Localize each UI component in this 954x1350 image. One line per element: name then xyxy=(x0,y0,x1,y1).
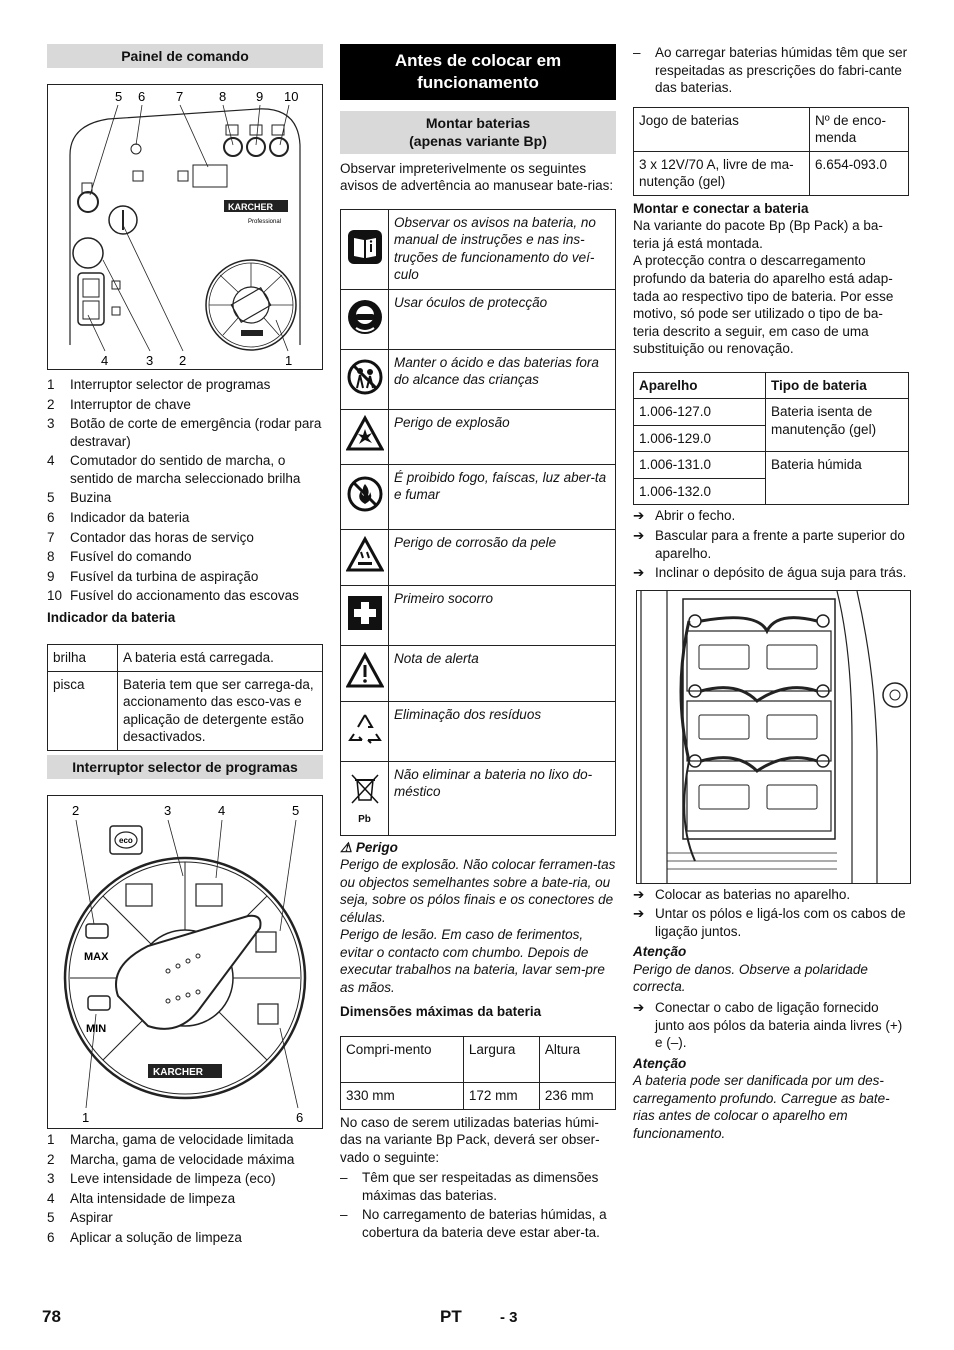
warnings-table xyxy=(340,209,616,836)
list-item: 6 Aplicar a solução de limpeza xyxy=(47,1229,242,1245)
goggles-icon xyxy=(341,289,389,349)
selector-number-6: 6 xyxy=(296,1110,304,1126)
table-cell: Largura xyxy=(463,1037,539,1083)
table-row xyxy=(634,372,909,399)
panel-number-9: 9 xyxy=(256,89,264,105)
list-item: 6 Indicador da bateria xyxy=(47,510,190,526)
steps-list-2 xyxy=(633,886,909,941)
list-item: ➔ Untar os pólos e ligá-los com os cabos de ligação juntos. xyxy=(633,906,906,939)
table-row xyxy=(341,209,616,289)
table-cell: brilha xyxy=(48,645,118,672)
main-section-title: Antes de colocar em funcionamento xyxy=(340,44,616,100)
list-item: ➔ Conectar o cabo de ligação fornecido junto aos pólos da bateria ainda livres (+) e (–). xyxy=(633,999,903,1051)
selector-number-2: 2 xyxy=(72,803,80,819)
panel-number-10: 10 xyxy=(284,89,299,105)
table-row xyxy=(341,409,616,464)
min-label: MIN xyxy=(86,1023,107,1036)
battery-indicator-table xyxy=(47,644,323,751)
arrow-icon: ➔ xyxy=(633,508,645,524)
danger-heading xyxy=(340,839,616,857)
arrow-icon: ➔ xyxy=(633,999,645,1015)
list-item: 5 Aspirar xyxy=(47,1210,113,1226)
list-item: 3 Botão de corte de emergência (rodar para destravar) xyxy=(47,416,322,449)
danger-title: Perigo xyxy=(355,839,398,855)
table-cell: pisca xyxy=(48,671,118,750)
panel-heading: Painel de comando xyxy=(47,44,323,68)
table-row xyxy=(341,529,616,585)
list-item: 9 Fusível da turbina de aspiração xyxy=(47,568,259,584)
table-cell: Compri-mento xyxy=(341,1037,464,1083)
battery-indicator-heading: Indicador da bateria xyxy=(47,609,176,625)
panel-legend-list xyxy=(47,376,323,605)
mount-batteries-title: Montar baterias xyxy=(425,115,531,132)
list-item: 4 Alta intensidade de limpeza xyxy=(47,1190,236,1206)
explosion-icon xyxy=(341,409,389,464)
table-row xyxy=(341,464,616,529)
dims-table xyxy=(340,1036,616,1110)
table-header: Aparelho xyxy=(634,372,766,399)
battery-set-table xyxy=(633,107,909,196)
panel-number-1: 1 xyxy=(285,353,293,369)
table-cell: 3 x 12V/70 A, livre de ma-nutenção (gel) xyxy=(634,151,810,195)
table-row xyxy=(634,151,909,195)
column-2 xyxy=(340,44,616,1244)
selector-heading: Interruptor selector de programas xyxy=(47,755,323,779)
alert-icon: ⚠ xyxy=(340,839,353,855)
table-cell: Nº de enco-menda xyxy=(810,107,909,151)
mount-paragraph-2: A protecção contra o descarregamento profundo da bateria do aparelho está adap-tada ao respectivo tipo de bateria. Por esse motivo, só pode ser utilizado o tipo de ba-teria descrito a seguir, em caso de uma substituição ou renovação. xyxy=(633,253,894,357)
list-item: 2 Interruptor de chave xyxy=(47,396,191,412)
list-item: 10 Fusível do accionamento das escovas xyxy=(47,588,299,604)
mount-batteries-subtitle: (apenas variante Bp) xyxy=(409,133,547,150)
page-sub-number: - 3 xyxy=(500,1309,518,1326)
list-item: 4 Comutador do sentido de marcha, o sentido de marcha seleccionado brilha xyxy=(47,453,301,486)
children-icon xyxy=(341,349,389,409)
arrow-icon: ➔ xyxy=(633,886,645,902)
table-cell: 330 mm xyxy=(341,1083,464,1110)
list-item: – No carregamento de baterias húmidas, a cobertura da bateria deve estar aber-ta. xyxy=(340,1207,607,1240)
first-aid-icon xyxy=(341,585,389,645)
panel-number-6: 6 xyxy=(138,89,146,105)
panel-number-7: 7 xyxy=(176,89,184,105)
list-item: 8 Fusível do comando xyxy=(47,549,192,565)
battery-installation-drawing xyxy=(637,591,910,883)
warning-text: Perigo de explosão xyxy=(389,409,616,464)
arrow-icon: ➔ xyxy=(633,528,645,544)
selector-number-4: 4 xyxy=(218,803,226,819)
list-item: 5 Buzina xyxy=(47,490,112,506)
warning-text: Usar óculos de protecção xyxy=(389,289,616,349)
selector-number-3: 3 xyxy=(164,803,172,819)
panel-number-4: 4 xyxy=(101,353,109,369)
table-row xyxy=(341,349,616,409)
table-cell: 1.006-131.0 xyxy=(634,452,766,479)
warning-text: Perigo de corrosão da pele xyxy=(389,529,616,585)
list-item: ➔ Abrir o fecho. xyxy=(633,508,736,524)
list-item: – Ao carregar baterias húmidas têm que ser respeitadas as prescrições do fabri-cante das baterias. xyxy=(633,45,908,96)
table-row xyxy=(341,645,616,701)
panel-number-2: 2 xyxy=(179,353,187,369)
table-cell: 1.006-129.0 xyxy=(634,425,766,452)
table-cell: 6.654-093.0 xyxy=(810,151,909,195)
table-cell: 172 mm xyxy=(463,1083,539,1110)
language-code: PT xyxy=(440,1307,462,1326)
table-cell: A bateria está carregada. xyxy=(118,645,323,672)
mount-batteries-heading xyxy=(340,111,616,153)
no-fire-icon xyxy=(341,464,389,529)
table-cell: Bateria isenta de manutenção (gel) xyxy=(766,399,909,452)
table-row xyxy=(341,289,616,349)
list-item: – Têm que ser respeitadas as dimensões máximas das baterias. xyxy=(340,1170,599,1203)
battery-type-table xyxy=(633,372,909,506)
selector-legend-list xyxy=(47,1131,323,1246)
table-cell: Bateria tem que ser carrega-da, accionamento das esco-vas e aplicação de detergente estão desactivados. xyxy=(118,671,323,750)
table-cell: 1.006-127.0 xyxy=(634,399,766,426)
dims-heading: Dimensões máximas da bateria xyxy=(340,1003,542,1019)
table-cell: 236 mm xyxy=(539,1083,615,1110)
table-row xyxy=(634,452,909,479)
list-item: 3 Leve intensidade de limpeza (eco) xyxy=(47,1171,276,1187)
charging-note-list xyxy=(633,44,909,97)
panel-brand-text: KARCHER xyxy=(228,202,273,213)
list-item: 1 Interruptor selector de programas xyxy=(47,377,271,393)
table-row xyxy=(341,761,616,835)
table-cell: Jogo de baterias xyxy=(634,107,810,151)
table-cell: Bateria húmida xyxy=(766,452,909,505)
table-cell: 1.006-132.0 xyxy=(634,478,766,505)
warning-text: Não eliminar a bateria no lixo do-méstico xyxy=(389,761,616,835)
danger-text-2: Perigo de lesão. Em caso de ferimentos, evitar o contacto com chumbo. Depois de executar trabalhos na bateria, lavar sem-pre as mãos. xyxy=(340,927,605,996)
alert-icon xyxy=(341,645,389,701)
program-selector-figure xyxy=(47,795,323,1129)
pb-label: Pb xyxy=(358,813,371,825)
warning-text: Manter o ácido e das baterias fora do alcance das crianças xyxy=(389,349,616,409)
list-item: ➔ Colocar as baterias no aparelho. xyxy=(633,886,851,902)
table-row xyxy=(48,645,323,672)
attention-text-1: Perigo de danos. Observe a polaridade correcta. xyxy=(633,961,868,995)
attention-heading-1: Atenção xyxy=(633,944,687,960)
recycle-icon xyxy=(341,701,389,761)
list-item: ➔ Inclinar o depósito de água suja para trás. xyxy=(633,565,907,581)
list-item: ➔ Bascular para a frente a parte superior do aparelho. xyxy=(633,528,905,561)
table-row xyxy=(48,671,323,750)
attention-heading-2: Atenção xyxy=(633,1055,687,1071)
panel-number-8: 8 xyxy=(219,89,227,105)
control-panel-figure xyxy=(47,84,323,370)
list-item: 7 Contador das horas de serviço xyxy=(47,529,254,545)
steps-list-1 xyxy=(633,507,909,581)
column-1 xyxy=(47,44,323,1249)
panel-number-5: 5 xyxy=(115,89,123,105)
warning-text: Observar os avisos na bateria, no manual de instruções e nas ins-truções de funcionamento do veí-culo xyxy=(389,209,616,289)
page-number: 78 xyxy=(42,1307,61,1326)
panel-number-3: 3 xyxy=(146,353,154,369)
max-label: MAX xyxy=(84,951,109,964)
wet-battery-list xyxy=(340,1169,616,1241)
mount-paragraph-1: Na variante do pacote Bp (Bp Pack) a ba-teria já está montada. xyxy=(633,218,883,251)
program-selector-drawing xyxy=(48,796,322,1128)
selector-number-5: 5 xyxy=(292,803,300,819)
steps-list-3 xyxy=(633,999,909,1052)
warning-text: Nota de alerta xyxy=(389,645,616,701)
panel-model-text: Professional xyxy=(248,219,282,226)
wet-battery-intro: No caso de serem utilizadas baterias húmi-das na variante Bp Pack, deverá ser obser-vado o seguinte: xyxy=(340,1114,600,1165)
list-item: 2 Marcha, gama de velocidade máxima xyxy=(47,1151,295,1167)
arrow-icon: ➔ xyxy=(633,565,645,581)
arrow-icon: ➔ xyxy=(633,906,645,922)
warning-text: Primeiro socorro xyxy=(389,585,616,645)
table-row xyxy=(341,1037,616,1083)
warning-text: É proibido fogo, faíscas, luz aber-ta e fumar xyxy=(389,464,616,529)
mount-connect-heading: Montar e conectar a bateria xyxy=(633,200,809,216)
selector-number-1: 1 xyxy=(82,1110,90,1126)
table-header: Tipo de bateria xyxy=(766,372,909,399)
no-trash-icon xyxy=(341,761,389,835)
table-row xyxy=(341,585,616,645)
control-panel-drawing xyxy=(48,85,322,369)
table-row xyxy=(341,1083,616,1110)
column-3 xyxy=(633,44,909,1145)
table-row xyxy=(634,399,909,426)
eco-label: eco xyxy=(119,836,133,846)
danger-text-1: Perigo de explosão. Não colocar ferramen-tas ou objectos semelhantes sobre a bate-ria, ou seja, sobre os pólos finais e os conectores de células. xyxy=(340,857,616,925)
warning-text: Eliminação dos resíduos xyxy=(389,701,616,761)
table-row xyxy=(341,701,616,761)
table-row xyxy=(634,107,909,151)
selector-brand-text: KARCHER xyxy=(153,1067,203,1079)
manual-icon xyxy=(341,209,389,289)
battery-installation-figure xyxy=(636,590,911,884)
attention-text-2: A bateria pode ser danificada por um des-carregamento profundo. Carregue as bate-rias antes de colocar o aparelho em funcionamento. xyxy=(633,1073,890,1141)
warnings-intro: Observar impreterivelmente os seguintes avisos de advertência ao manusear bate-rias: xyxy=(340,160,614,194)
list-item: 1 Marcha, gama de velocidade limitada xyxy=(47,1132,294,1148)
table-cell: Altura xyxy=(539,1037,615,1083)
corrosion-icon xyxy=(341,529,389,585)
